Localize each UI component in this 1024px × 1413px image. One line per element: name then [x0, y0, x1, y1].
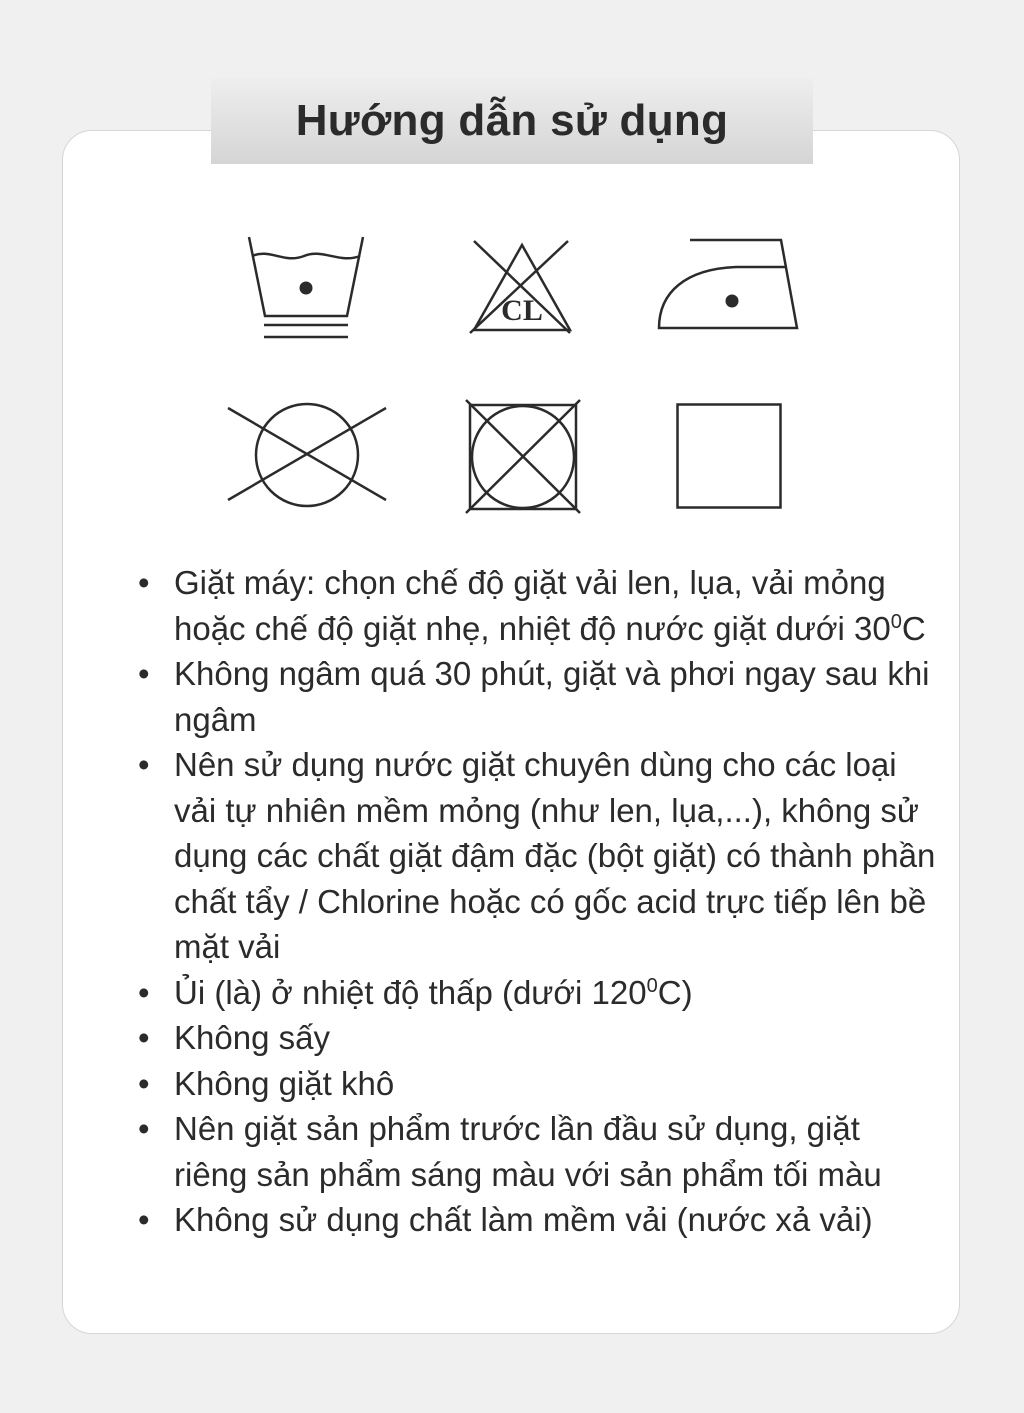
no-bleach-chlorine-icon — [468, 238, 576, 336]
wash-30-degree-icon — [244, 234, 368, 342]
bullet: • — [138, 1201, 150, 1238]
instruction-text: Nên sử dụng nước giặt chuyên dùng cho các loại vải tự nhiên mềm mỏng (như len, lụa,...), không sử dụng các chất giặt đậm đặc (bột giặt) có thành phần chất tẩy / Chlorine hoặc có gốc acid trực tiếp lên bề mặt vải — [174, 746, 936, 965]
list-item — [136, 970, 936, 1016]
instruction-text: Giặt máy: chọn chế độ giặt vải len, lụa, vải mỏng hoặc chế độ giặt nhẹ, nhiệt độ nước giặt dưới 30 — [174, 564, 891, 647]
superscript: 0 — [646, 974, 658, 997]
instruction-text-end: C — [901, 609, 926, 647]
instruction-text: Không giặt khô — [174, 1064, 395, 1102]
bullet: • — [138, 564, 150, 601]
no-dry-clean-icon — [464, 397, 582, 515]
instruction-text: Nên giặt sản phẩm trước lần đầu sử dụng, giặt riêng sản phẩm sáng màu với sản phẩm tối màu — [174, 1110, 882, 1193]
list-item — [136, 1015, 936, 1061]
instruction-text: Không sấy — [174, 1019, 330, 1056]
instruction-text-end: C) — [657, 973, 693, 1011]
bullet: • — [138, 655, 150, 692]
cl-label: CL — [501, 294, 543, 327]
iron-low-heat-icon — [656, 237, 800, 333]
list-item — [136, 1061, 936, 1107]
instruction-text: Ủi (là) ở nhiệt độ thấp (dưới 120 — [174, 973, 647, 1011]
list-item — [136, 1197, 936, 1243]
care-instructions-list — [136, 560, 936, 1243]
bullet: • — [138, 1019, 150, 1056]
no-tumble-dry-icon — [226, 400, 388, 504]
title-banner — [211, 78, 813, 164]
bullet: • — [138, 1110, 150, 1147]
list-item — [136, 560, 936, 651]
dry-flat-icon — [676, 403, 782, 509]
list-item — [136, 1106, 936, 1197]
superscript: 0 — [890, 610, 902, 633]
bullet: • — [138, 746, 150, 783]
list-item — [136, 651, 936, 742]
instruction-text: Không sử dụng chất làm mềm vải (nước xả vải) — [174, 1201, 873, 1238]
list-item — [136, 742, 936, 970]
bullet: • — [138, 1064, 150, 1102]
page-title: Hướng dẫn sử dụng — [295, 96, 729, 145]
bullet: • — [138, 973, 150, 1011]
instruction-text: Không ngâm quá 30 phút, giặt và phơi ngay sau khi ngâm — [174, 655, 930, 738]
